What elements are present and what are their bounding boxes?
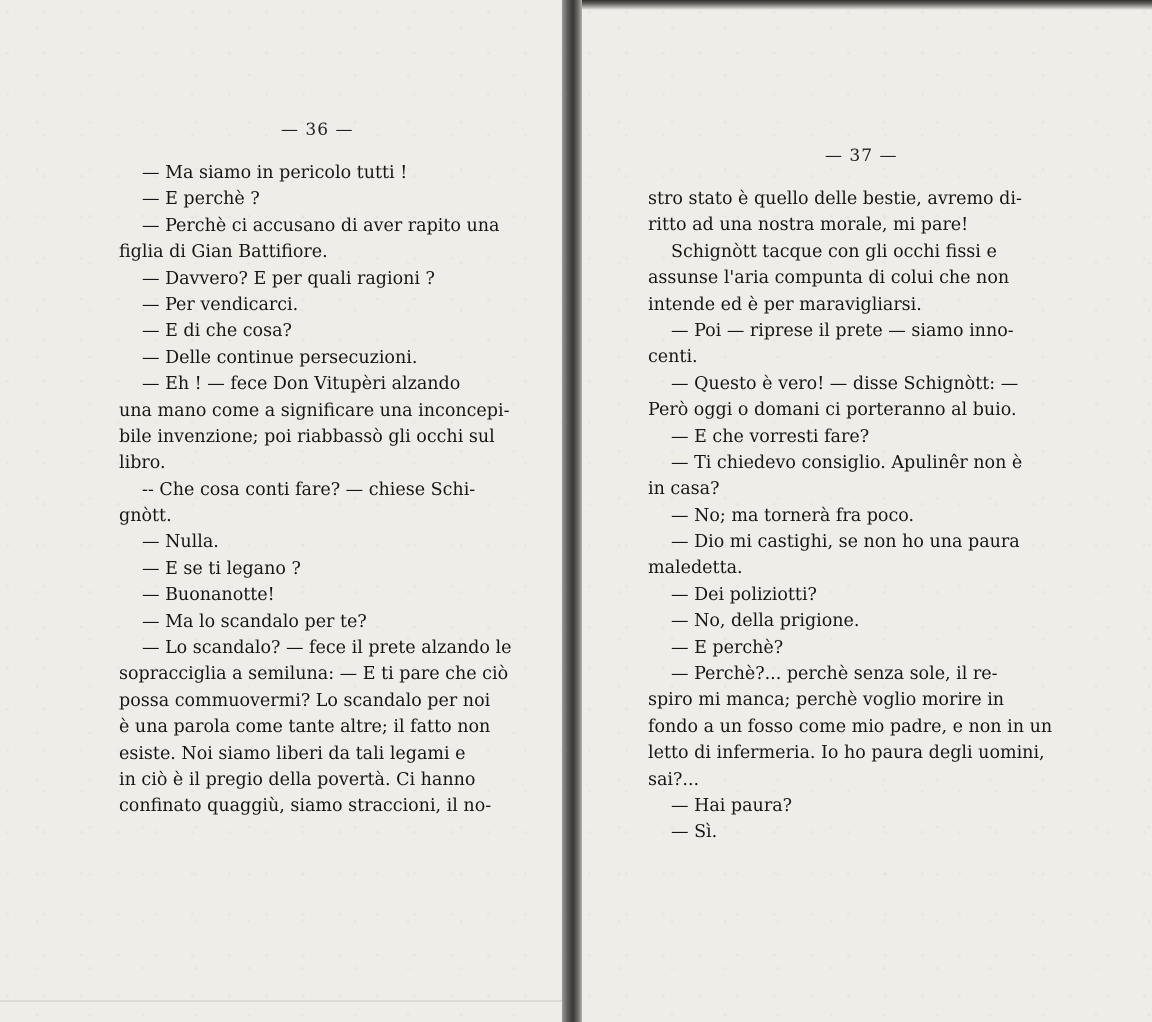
text-line: confinato quaggiù, siamo straccioni, il no-	[119, 796, 492, 817]
text-line: — Hai paura?	[671, 795, 793, 816]
text-line: — No; ma tornerà fra poco.	[671, 505, 915, 526]
text-line: gnòtt.	[119, 506, 172, 527]
text-line: -- Che cosa conti fare? — chiese Schi-	[142, 479, 476, 500]
text-line: — Questo è vero! — disse Schignòtt: —	[671, 373, 1019, 394]
text-line: è una parola come tante altre; il fatto non	[119, 717, 491, 738]
text-line: — Buonanotte!	[142, 585, 275, 606]
text-line: fondo a un fosso come mio padre, e non in un	[648, 716, 1053, 737]
text-line: — Ti chiedevo consiglio. Apulinêr non è	[671, 452, 1023, 473]
text-line: maledetta.	[648, 558, 743, 579]
text-line: — Eh ! — fece Don Vitupèri alzando	[142, 374, 461, 395]
text-line: ritto ad una nostra morale, mi pare!	[648, 215, 969, 236]
text-line: — Delle continue persecuzioni.	[142, 347, 418, 368]
text-line: esiste. Noi siamo liberi da tali legami e	[119, 743, 466, 764]
text-line: — E di che cosa?	[142, 321, 292, 342]
text-line: — Perchè ci accusano di aver rapito una	[142, 215, 500, 236]
text-line: Però oggi o domani ci porteranno al buio.	[648, 400, 1017, 421]
text-line: — No, della prigione.	[671, 611, 860, 632]
text-line: — Per vendicarci.	[142, 294, 299, 315]
text-line: — Davvero? E per quali ragioni ?	[142, 268, 435, 289]
page-number-37: — 37 —	[825, 146, 898, 166]
right-page	[582, 0, 1152, 1022]
text-line: — E se ti legano ?	[142, 558, 301, 579]
text-line: possa commuovermi? Lo scandalo per noi	[119, 690, 491, 711]
text-line: — Ma lo scandalo per te?	[142, 611, 367, 632]
page-number-36: — 36 —	[281, 120, 354, 140]
text-line: libro.	[119, 453, 166, 474]
text-line: — Nulla.	[142, 532, 219, 553]
text-line: Schignòtt tacque con gli occhi fissi e	[671, 241, 997, 262]
left-page	[0, 0, 562, 1022]
text-line: letto di infermeria. Io ho paura degli uomini,	[648, 743, 1045, 764]
text-line: in casa?	[648, 479, 720, 500]
text-line: in ciò è il pregio della povertà. Ci hanno	[119, 769, 476, 790]
text-line: — E che vorresti fare?	[671, 426, 870, 447]
text-line: intende ed è per maravigliarsi.	[648, 294, 922, 315]
text-line: — E perchè ?	[142, 189, 260, 210]
text-line: — E perchè?	[671, 637, 784, 658]
text-line: — Dei poliziotti?	[671, 584, 817, 605]
text-line: figlia di Gian Battifiore.	[119, 242, 328, 263]
top-edge-shadow	[582, 0, 1152, 10]
text-line: sai?...	[648, 769, 700, 790]
book-gutter	[562, 0, 582, 1022]
text-line: centi.	[648, 347, 698, 368]
text-line: — Poi — riprese il prete — siamo inno-	[671, 320, 1014, 341]
text-line: — Dio mi castighi, se non ho una paura	[671, 532, 1020, 553]
left-page-text	[119, 160, 512, 820]
text-line: — Lo scandalo? — fece il prete alzando le	[142, 638, 512, 659]
text-line: — Perchè?... perchè senza sole, il re-	[671, 664, 998, 685]
text-line: sopracciglia a semiluna: — E ti pare che ciò	[119, 664, 509, 685]
text-line: una mano come a significare una inconcepi-	[119, 400, 510, 421]
text-line: assunse l'aria compunta di colui che non	[648, 268, 1010, 289]
text-line: spiro mi manca; perchè voglio morire in	[648, 690, 1005, 711]
text-line: — Sì.	[671, 822, 718, 843]
text-line: — Ma siamo in pericolo tutti !	[142, 163, 408, 183]
right-page-text	[648, 186, 1053, 846]
text-line: stro stato è quello delle bestie, avremo di-	[648, 189, 1022, 209]
page-edge-line	[0, 1000, 562, 1002]
text-line: bile invenzione; poi riabbassò gli occhi sul	[119, 426, 495, 447]
